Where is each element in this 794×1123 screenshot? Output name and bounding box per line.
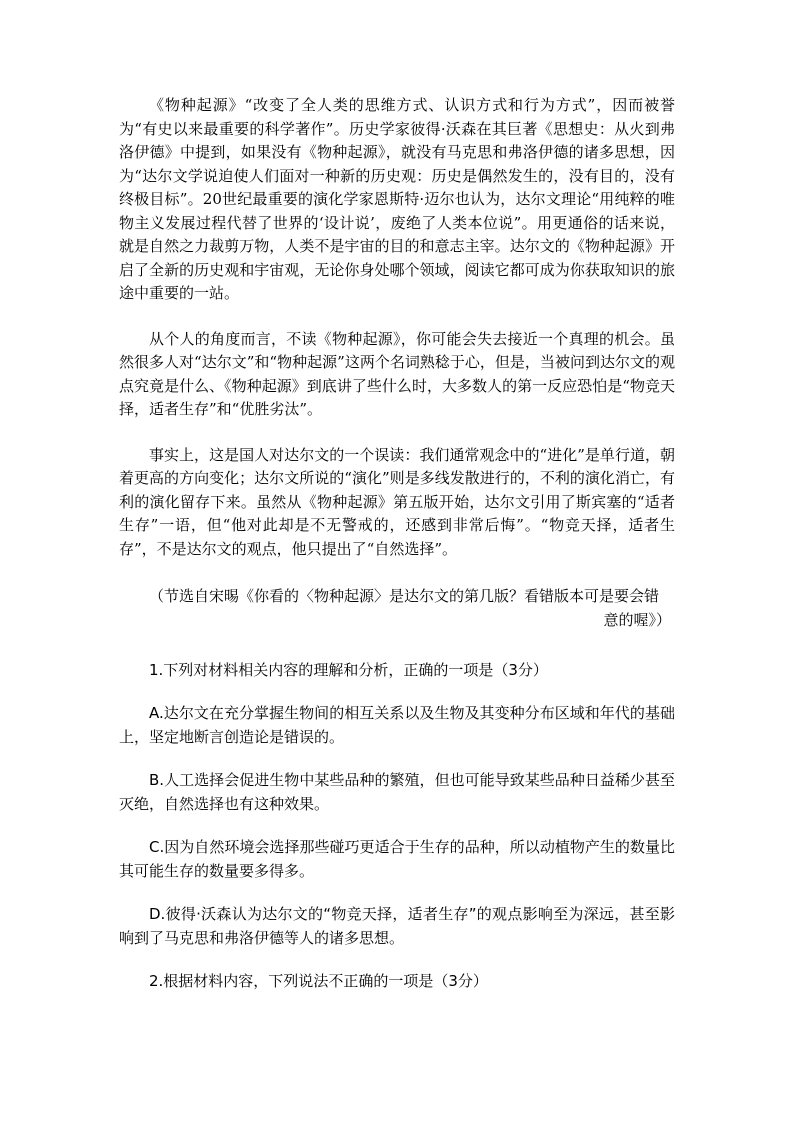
source-citation-line-1: （节选自宋晹《你看的〈物种起源〉是达尔文的第几版？看错版本可是要会错 [149,587,660,605]
source-citation-line-2: 意的喔》） [603,611,671,629]
question-1-option-b: B.人工选择会促进生物中某些品种的繁殖，但也可能导致某些品种日益稀少甚至灭绝，自然选择也有这种效果。 [119,771,675,813]
document-body [119,94,675,1012]
question-2-stem: 2.根据材料内容，下列说法不正确的一项是（3分） [149,972,488,990]
passage-paragraph-2: 从个人的角度而言，不读《物种起源》，你可能会失去接近一个真理的机会。虽然很多人对“达尔文”和“物种起源”这两个名词熟稔于心，但是，当被问到达尔文的观点究竟是什么、《物种起源》到底讲了些什么时，大多数人的第一反应恐怕是“物竞天择，适者生存”和“优胜劣汰”。 [119,329,675,418]
passage-paragraph-3: 事实上，这是国人对达尔文的一个误读：我们通常观念中的“进化”是单行道，朝着更高的方向变化；达尔文所说的“演化”则是多线发散进行的，不利的演化消亡，有利的演化留存下来。虽然从《物种起源》第五版开始，达尔文引用了斯宾塞的“适者生存”一语，但“他对此却是不无警戒的，还感到非常后悔”。“物竞天择，适者生存”，不是达尔文的观点，他只提出了“自然选择”。 [119,445,675,558]
question-1-option-d: D.彼得·沃森认为达尔文的“物竞天择，适者生存”的观点影响至为深远，甚至影响到了马克思和弗洛伊德等人的诸多思想。 [119,905,675,947]
question-1-option-c: C.因为自然环境会选择那些碰巧更适合于生存的品种，所以动植物产生的数量比其可能生存的数量要多得多。 [119,838,675,880]
question-1-stem: 1.下列对材料相关内容的理解和分析，正确的一项是（3分） [149,661,548,679]
question-1-option-a: A.达尔文在充分掌握生物间的相互关系以及生物及其变种分布区域和年代的基础上，坚定地断言创造论是错误的。 [119,704,675,746]
source-citation [119,584,675,632]
passage-paragraph-1: 《物种起源》“改变了全人类的思维方式、认识方式和行为方式”，因而被誉为“有史以来最重要的科学著作”。历史学家彼得·沃森在其巨著《思想史：从火到弗洛伊德》中提到，如果没有《物种起源》，就没有马克思和弗洛伊德的诸多思想，因为“达尔文学说迫使人们面对一种新的历史观：历史是偶然发生的，没有目的，没有终极目标”。20世纪最重要的演化学家恩斯特·迈尔也认为，达尔文理论“用纯粹的唯物主义发展过程代替了世界的‘设计说’，废绝了人类本位说”。用更通俗的话来说，就是自然之力裁剪万物，人类不是宇宙的目的和意志主宰。达尔文的《物种起源》开启了全新的历史观和宇宙观，无论你身处哪个领域，阅读它都可成为你获取知识的旅途中重要的一站。 [119,96,675,302]
